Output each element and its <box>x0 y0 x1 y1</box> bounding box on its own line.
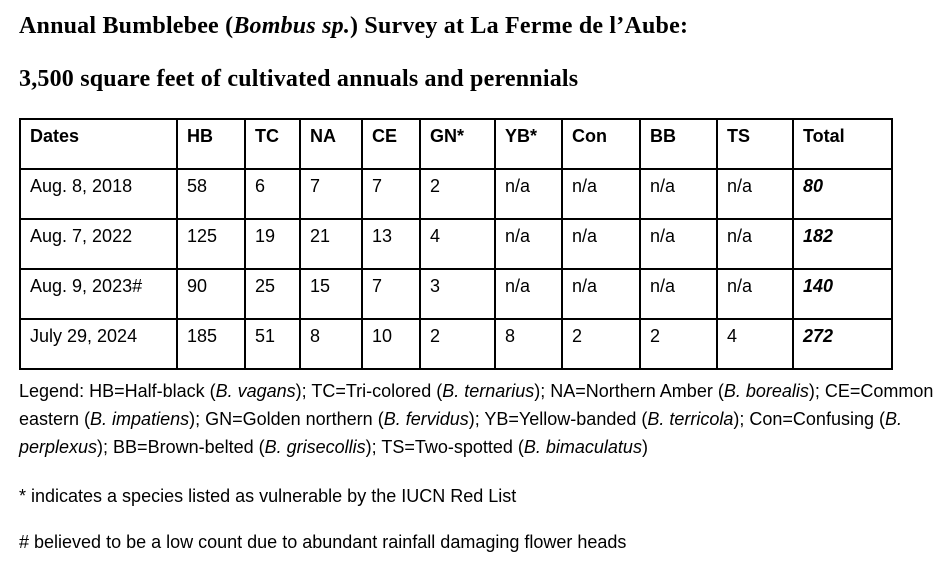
date-cell: July 29, 2024 <box>20 319 177 369</box>
survey-table <box>19 118 893 370</box>
document-title-line2: 3,500 square feet of cultivated annuals and perennials <box>19 66 579 92</box>
column-header-gn: GN* <box>420 119 495 169</box>
count-cell: 3 <box>420 269 495 319</box>
count-cell: 7 <box>362 169 420 219</box>
footnote-low-count: # believed to be a low count due to abundant rainfall damaging flower heads <box>19 532 627 552</box>
footnote-vulnerable-species: * indicates a species listed as vulnerable by the IUCN Red List <box>19 486 517 506</box>
species-name: B. grisecollis <box>264 437 366 457</box>
date-cell: Aug. 8, 2018 <box>20 169 177 219</box>
species-name: B. ternarius <box>442 381 535 401</box>
column-header-ce: CE <box>362 119 420 169</box>
count-cell: 13 <box>362 219 420 269</box>
legend-text <box>19 377 937 461</box>
count-cell: n/a <box>717 269 793 319</box>
total-cell: 272 <box>793 319 892 369</box>
species-name: B. bimaculatus <box>523 437 642 457</box>
table-row <box>20 319 892 369</box>
count-cell: n/a <box>562 169 640 219</box>
count-cell: 125 <box>177 219 245 269</box>
table-row <box>20 269 892 319</box>
column-header-con: Con <box>562 119 640 169</box>
table-row <box>20 219 892 269</box>
species-name: Bombus sp. <box>233 13 351 39</box>
column-header-dates: Dates <box>20 119 177 169</box>
count-cell: 185 <box>177 319 245 369</box>
species-name: B. perplexus <box>19 409 902 457</box>
text-segment: ); GN=Golden northern ( <box>189 409 384 429</box>
count-cell: 2 <box>562 319 640 369</box>
count-cell: 21 <box>300 219 362 269</box>
document-page <box>19 13 937 553</box>
species-name: B. borealis <box>723 381 809 401</box>
count-cell: 58 <box>177 169 245 219</box>
text-segment: ); YB=Yellow-banded ( <box>468 409 648 429</box>
text-segment: ) Survey at La Ferme de l’Aube: <box>350 13 689 39</box>
count-cell: 7 <box>300 169 362 219</box>
total-cell: 182 <box>793 219 892 269</box>
count-cell: 90 <box>177 269 245 319</box>
text-segment: ); Con=Confusing ( <box>733 409 885 429</box>
column-header-total: Total <box>793 119 892 169</box>
column-header-na: NA <box>300 119 362 169</box>
total-cell: 80 <box>793 169 892 219</box>
date-cell: Aug. 7, 2022 <box>20 219 177 269</box>
count-cell: n/a <box>640 169 717 219</box>
document-title-line1 <box>19 13 937 40</box>
column-header-yb: YB* <box>495 119 562 169</box>
count-cell: 4 <box>420 219 495 269</box>
column-header-bb: BB <box>640 119 717 169</box>
text-segment: ); CE=Common eastern ( <box>19 381 934 429</box>
count-cell: 19 <box>245 219 300 269</box>
text-segment: ); TS=Two-spotted ( <box>365 437 524 457</box>
count-cell: n/a <box>717 219 793 269</box>
count-cell: n/a <box>495 219 562 269</box>
date-cell: Aug. 9, 2023# <box>20 269 177 319</box>
text-segment: ) <box>641 437 648 457</box>
column-header-tc: TC <box>245 119 300 169</box>
count-cell: 6 <box>245 169 300 219</box>
species-name: B. terricola <box>647 409 734 429</box>
count-cell: n/a <box>562 219 640 269</box>
count-cell: 2 <box>420 319 495 369</box>
column-header-hb: HB <box>177 119 245 169</box>
count-cell: 10 <box>362 319 420 369</box>
text-segment: ); NA=Northern Amber ( <box>534 381 724 401</box>
text-segment: ); BB=Brown-belted ( <box>97 437 265 457</box>
text-segment: Legend: HB=Half-black ( <box>19 381 216 401</box>
species-name: B. impatiens <box>90 409 190 429</box>
total-cell: 140 <box>793 269 892 319</box>
count-cell: 7 <box>362 269 420 319</box>
count-cell: 15 <box>300 269 362 319</box>
table-header-row <box>20 119 892 169</box>
table-row <box>20 169 892 219</box>
count-cell: n/a <box>562 269 640 319</box>
count-cell: 8 <box>495 319 562 369</box>
count-cell: n/a <box>495 269 562 319</box>
count-cell: 2 <box>640 319 717 369</box>
species-name: B. fervidus <box>383 409 469 429</box>
count-cell: 25 <box>245 269 300 319</box>
count-cell: 51 <box>245 319 300 369</box>
count-cell: 8 <box>300 319 362 369</box>
text-segment: ); TC=Tri-colored ( <box>295 381 443 401</box>
species-name: B. vagans <box>215 381 296 401</box>
count-cell: 2 <box>420 169 495 219</box>
count-cell: n/a <box>717 169 793 219</box>
count-cell: n/a <box>640 269 717 319</box>
column-header-ts: TS <box>717 119 793 169</box>
count-cell: n/a <box>495 169 562 219</box>
text-segment: Annual Bumblebee ( <box>19 13 234 39</box>
count-cell: n/a <box>640 219 717 269</box>
count-cell: 4 <box>717 319 793 369</box>
